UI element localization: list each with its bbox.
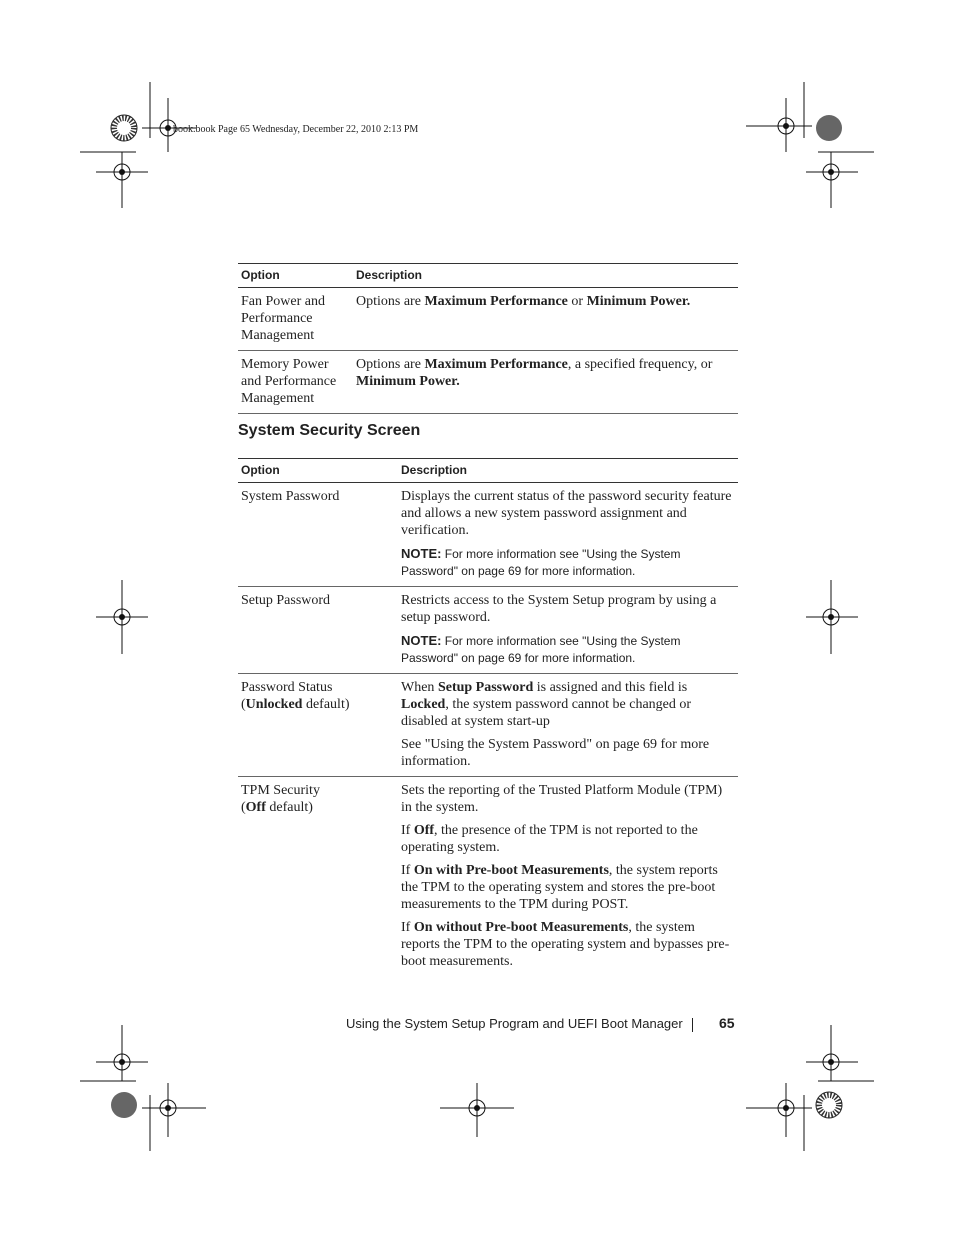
table-row: [238, 351, 738, 414]
table-row: [238, 483, 738, 587]
power-options-table: [238, 263, 738, 414]
option-cell: Fan Power and Performance Management: [238, 288, 353, 351]
description-cell: When Setup Password is assigned and this field is Locked, the system password cannot be changed or disabled at system start-up See "Using the System Password" on page 69 for more information.: [398, 674, 738, 777]
description-cell: Options are Maximum Performance or Minimum Power.: [353, 288, 738, 351]
note: NOTE: For more information see "Using the System Password" on page 69 for more information.: [401, 546, 681, 578]
column-header-option: Option: [238, 459, 398, 483]
column-header-option: Option: [238, 264, 353, 288]
running-header: book.book Page 65 Wednesday, December 22, 2010 2:13 PM: [173, 124, 419, 135]
description-cell: Displays the current status of the password security feature and allows a new system password assignment and verification. NOTE: For more information see "Using the System Password" on page 69 for more information.: [398, 483, 738, 587]
description-cell: Sets the reporting of the Trusted Platform Module (TPM) in the system. If Off, the presence of the TPM is not reported to the operating system. If On with Pre-boot Measurements, the system reports the TPM to the operating system and stores the pre-boot measurements to the TPM during POST. If On without Pre-boot Measurements, the system reports the TPM to the operating system and bypasses pre-boot measurements.: [401, 783, 730, 969]
note: NOTE: For more information see "Using the System Password" on page 69 for more information.: [401, 633, 681, 665]
table-row: [238, 777, 738, 977]
footer-divider: [692, 1018, 693, 1032]
option-cell: System Password: [238, 483, 398, 587]
section-title: System Security Screen: [238, 422, 421, 439]
description-cell: Options are Maximum Performance, a specified frequency, or Minimum Power.: [353, 351, 738, 414]
option-cell: Memory Power and Performance Management: [238, 351, 353, 414]
table-header-row: [238, 459, 738, 483]
table-row: [238, 288, 738, 351]
table-row: [238, 674, 738, 777]
table-row: [238, 587, 738, 674]
option-cell: TPM Security (Off default): [241, 783, 320, 815]
option-cell: Password Status (Unlocked default): [238, 674, 398, 777]
footer-chapter-title: Using the System Setup Program and UEFI Boot Manager: [346, 1016, 683, 1031]
security-options-table: [238, 458, 738, 976]
description-cell: Restricts access to the System Setup program by using a setup password. NOTE: For more information see "Using the System Password" on page 69 for more information.: [398, 587, 738, 674]
column-header-description: Description: [398, 459, 738, 483]
table-header-row: [238, 264, 738, 288]
page-number: 65: [719, 1015, 735, 1031]
option-cell: Setup Password: [238, 587, 398, 674]
column-header-description: Description: [353, 264, 738, 288]
